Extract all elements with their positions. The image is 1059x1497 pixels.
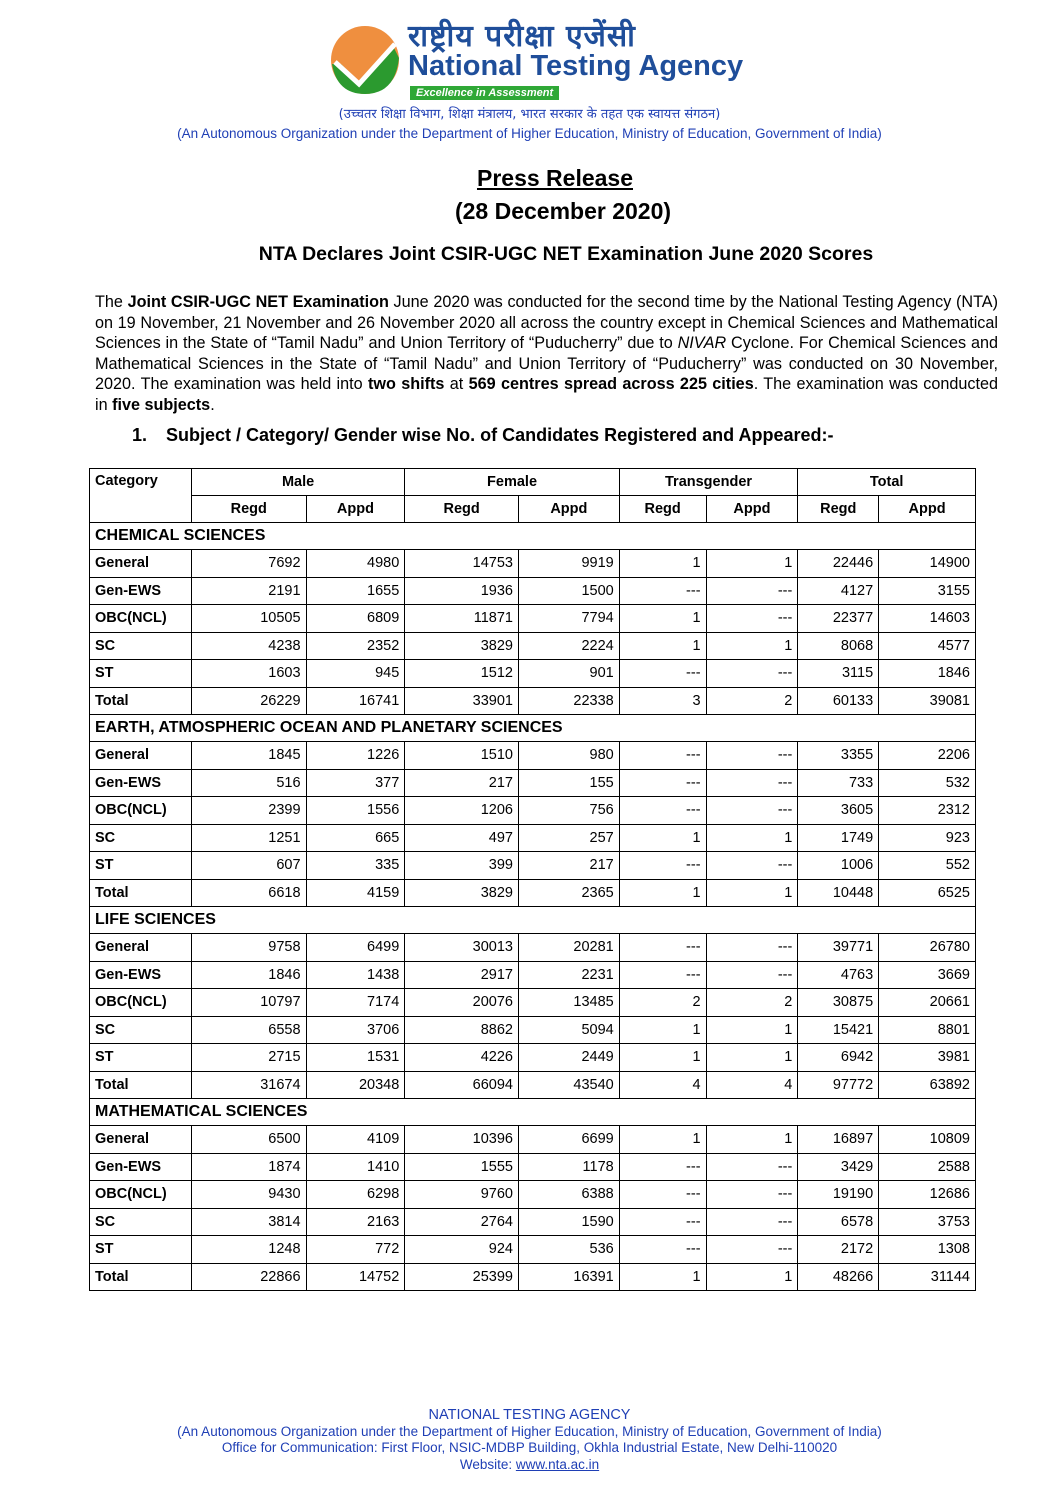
cell-value: 9919 <box>518 550 619 578</box>
cell-value: 1 <box>706 632 798 660</box>
cell-value: --- <box>619 660 706 688</box>
cell-value: 1 <box>706 1044 798 1072</box>
cell-value: 10809 <box>879 1126 976 1154</box>
cell-value: 257 <box>518 824 619 852</box>
cell-value: 217 <box>518 852 619 880</box>
cell-value: 1510 <box>405 742 519 770</box>
cell-value: 4763 <box>798 961 879 989</box>
cell-value: --- <box>706 577 798 605</box>
cell-value: --- <box>619 852 706 880</box>
cell-value: --- <box>706 1208 798 1236</box>
row-category: Total <box>90 1071 192 1099</box>
table-row <box>90 989 976 1017</box>
hindi-subtitle: (उच्चतर शिक्षा विभाग, शिक्षा मंत्रालय, भारत सरकार के तहत एक स्वायत्त संगठन) <box>338 107 721 122</box>
cell-value: 14603 <box>879 605 976 633</box>
cell-value: 1846 <box>879 660 976 688</box>
para-text: at <box>444 375 469 394</box>
cell-value: 1 <box>706 1263 798 1291</box>
cell-value: 20076 <box>405 989 519 1017</box>
cell-value: 923 <box>879 824 976 852</box>
table-subheader-row <box>90 496 976 523</box>
cell-value: 3981 <box>879 1044 976 1072</box>
table-header-row <box>90 469 976 496</box>
cell-value: 532 <box>879 769 976 797</box>
row-category: Gen-EWS <box>90 1153 192 1181</box>
cell-value: 399 <box>405 852 519 880</box>
cell-value: 1248 <box>191 1236 306 1264</box>
cell-value: 2 <box>706 687 798 715</box>
row-category: General <box>90 742 192 770</box>
cell-value: 497 <box>405 824 519 852</box>
cell-value: 4127 <box>798 577 879 605</box>
headline: NTA Declares Joint CSIR-UGC NET Examination June 2020 Scores <box>258 243 874 265</box>
table-row <box>90 852 976 880</box>
cell-value: 66094 <box>405 1071 519 1099</box>
cell-value: 10797 <box>191 989 306 1017</box>
cell-value: 3155 <box>879 577 976 605</box>
cell-value: 1512 <box>405 660 519 688</box>
cell-value: 756 <box>518 797 619 825</box>
cell-value: 31674 <box>191 1071 306 1099</box>
cell-value: 980 <box>518 742 619 770</box>
footer-website <box>0 1457 1059 1474</box>
cell-value: 2449 <box>518 1044 619 1072</box>
row-category: ST <box>90 1044 192 1072</box>
cell-value: 155 <box>518 769 619 797</box>
candidates-table <box>89 468 976 1291</box>
cell-value: 1655 <box>306 577 405 605</box>
subheader-regd: Regd <box>619 496 706 523</box>
cell-value: 19190 <box>798 1181 879 1209</box>
cell-value: 1 <box>619 632 706 660</box>
cell-value: 377 <box>306 769 405 797</box>
table-row <box>90 797 976 825</box>
cell-value: 3829 <box>405 879 519 907</box>
cell-value: 2163 <box>306 1208 405 1236</box>
cell-value: 2 <box>706 989 798 1017</box>
cell-value: 20281 <box>518 934 619 962</box>
cell-value: 22446 <box>798 550 879 578</box>
row-category: Total <box>90 879 192 907</box>
cell-value: 16391 <box>518 1263 619 1291</box>
cell-value: 97772 <box>798 1071 879 1099</box>
cell-value: 43540 <box>518 1071 619 1099</box>
english-subtitle: (An Autonomous Organization under the Department of Higher Education, Ministry of Education, Government of India) <box>177 126 882 141</box>
cell-value: --- <box>619 934 706 962</box>
cell-value: 3115 <box>798 660 879 688</box>
table-row <box>90 660 976 688</box>
cell-value: 1749 <box>798 824 879 852</box>
cell-value: --- <box>706 1181 798 1209</box>
cell-value: --- <box>619 1208 706 1236</box>
cell-value: 1845 <box>191 742 306 770</box>
row-category: Total <box>90 1263 192 1291</box>
para-text: . The examination was conducted in <box>95 375 998 414</box>
cell-value: 772 <box>306 1236 405 1264</box>
table-row <box>90 1044 976 1072</box>
cell-value: 9758 <box>191 934 306 962</box>
cell-value: 901 <box>518 660 619 688</box>
cell-value: 15421 <box>798 1016 879 1044</box>
nta-logo-icon <box>329 24 401 96</box>
cell-value: --- <box>706 1236 798 1264</box>
cell-value: 1603 <box>191 660 306 688</box>
cell-value: 14753 <box>405 550 519 578</box>
cell-value: --- <box>619 797 706 825</box>
row-category: OBC(NCL) <box>90 605 192 633</box>
cell-value: 3829 <box>405 632 519 660</box>
cell-value: --- <box>706 742 798 770</box>
row-category: Gen-EWS <box>90 961 192 989</box>
subheader-regd: Regd <box>798 496 879 523</box>
cell-value: --- <box>706 852 798 880</box>
cell-value: 1226 <box>306 742 405 770</box>
section-number: 1. <box>132 425 148 445</box>
table-row <box>90 550 976 578</box>
cell-value: 6618 <box>191 879 306 907</box>
subheader-appd: Appd <box>306 496 405 523</box>
subject-row <box>90 1099 976 1126</box>
cell-value: 1178 <box>518 1153 619 1181</box>
para-text: The <box>95 293 128 311</box>
para-text: June 2020 was conducted for the second time by the National Testing Agency (NTA) on 19 November, 21 November and 26 November 2020 all across the country except in Chemical Sciences and Mathematical Sciences in the State of “Tamil Nadu” and Union Territory of “Puducherry” due to <box>95 293 998 353</box>
cell-value: 10505 <box>191 605 306 633</box>
cell-value: 1531 <box>306 1044 405 1072</box>
section-title-text: Subject / Category/ Gender wise No. of Candidates Registered and Appeared:- <box>166 425 834 445</box>
cell-value: 552 <box>879 852 976 880</box>
cell-value: 1308 <box>879 1236 976 1264</box>
table-row <box>90 934 976 962</box>
cell-value: 1 <box>706 824 798 852</box>
group-header-total: Total <box>798 469 976 496</box>
cell-value: 2191 <box>191 577 306 605</box>
para-text: . <box>210 395 215 414</box>
subject-row <box>90 715 976 742</box>
cell-value: 4159 <box>306 879 405 907</box>
para-bold: 569 centres spread across 225 cities <box>468 375 754 394</box>
table-row <box>90 1208 976 1236</box>
cell-value: 1 <box>619 605 706 633</box>
cell-value: 22338 <box>518 687 619 715</box>
cell-value: 22866 <box>191 1263 306 1291</box>
row-category: General <box>90 1126 192 1154</box>
row-category: OBC(NCL) <box>90 1181 192 1209</box>
category-header: Category <box>90 469 192 523</box>
table-row <box>90 632 976 660</box>
cell-value: 1 <box>619 879 706 907</box>
cell-value: 6500 <box>191 1126 306 1154</box>
section-heading <box>132 425 833 446</box>
table-total-row <box>90 1263 976 1291</box>
table-row <box>90 1016 976 1044</box>
cell-value: 1555 <box>405 1153 519 1181</box>
cell-value: 5094 <box>518 1016 619 1044</box>
cell-value: 1 <box>619 550 706 578</box>
cell-value: --- <box>706 769 798 797</box>
cell-value: 30875 <box>798 989 879 1017</box>
footer-address: Office for Communication: First Floor, NSIC-MDBP Building, Okhla Industrial Estate, New Delhi-110020 <box>221 1440 838 1455</box>
cell-value: 10448 <box>798 879 879 907</box>
cell-value: 4980 <box>306 550 405 578</box>
cell-value: 26229 <box>191 687 306 715</box>
row-category: ST <box>90 852 192 880</box>
cell-value: --- <box>619 577 706 605</box>
cell-value: 3 <box>619 687 706 715</box>
cell-value: 1 <box>706 1016 798 1044</box>
row-category: OBC(NCL) <box>90 989 192 1017</box>
cell-value: 665 <box>306 824 405 852</box>
cell-value: 2352 <box>306 632 405 660</box>
footer-org-desc: (An Autonomous Organization under the Department of Higher Education, Ministry of Education, Government of India) <box>177 1423 882 1439</box>
cell-value: 217 <box>405 769 519 797</box>
cell-value: 16897 <box>798 1126 879 1154</box>
cell-value: 1936 <box>405 577 519 605</box>
cell-value: 33901 <box>405 687 519 715</box>
table-row <box>90 1153 976 1181</box>
cell-value: 63892 <box>879 1071 976 1099</box>
cell-value: 31144 <box>879 1263 976 1291</box>
cell-value: 25399 <box>405 1263 519 1291</box>
para-text: Cyclone. For Chemical Sciences and Mathematical Sciences in the State of “Tamil Nadu” and Union Territory of “Puducherry” was conducted on 30 November, 2020. The examination was held into <box>95 334 998 394</box>
cell-value: --- <box>706 1153 798 1181</box>
cell-value: 4238 <box>191 632 306 660</box>
cell-value: 6298 <box>306 1181 405 1209</box>
cell-value: 6578 <box>798 1208 879 1236</box>
website-label: Website: <box>459 1456 516 1472</box>
subject-name: LIFE SCIENCES <box>90 907 976 934</box>
subheader-regd: Regd <box>191 496 306 523</box>
row-category: SC <box>90 824 192 852</box>
cell-value: 30013 <box>405 934 519 962</box>
cell-value: --- <box>706 797 798 825</box>
cell-value: 536 <box>518 1236 619 1264</box>
cell-value: 2917 <box>405 961 519 989</box>
cell-value: 8801 <box>879 1016 976 1044</box>
group-header-female: Female <box>405 469 619 496</box>
cell-value: 14752 <box>306 1263 405 1291</box>
table-total-row <box>90 879 976 907</box>
cell-value: 2206 <box>879 742 976 770</box>
cell-value: 6942 <box>798 1044 879 1072</box>
cell-value: 22377 <box>798 605 879 633</box>
cell-value: 335 <box>306 852 405 880</box>
subject-name: EARTH, ATMOSPHERIC OCEAN AND PLANETARY SCIENCES <box>90 715 976 742</box>
para-bold: five subjects <box>112 395 211 414</box>
table-row <box>90 1236 976 1264</box>
cell-value: 3706 <box>306 1016 405 1044</box>
table-row <box>90 1126 976 1154</box>
cell-value: 6699 <box>518 1126 619 1154</box>
cell-value: 1251 <box>191 824 306 852</box>
cell-value: 60133 <box>798 687 879 715</box>
cell-value: --- <box>619 1236 706 1264</box>
cell-value: 2399 <box>191 797 306 825</box>
subject-row <box>90 523 976 550</box>
row-category: SC <box>90 1016 192 1044</box>
subject-name: CHEMICAL SCIENCES <box>90 523 976 550</box>
row-category: ST <box>90 660 192 688</box>
cell-value: 14900 <box>879 550 976 578</box>
cell-value: 2764 <box>405 1208 519 1236</box>
cell-value: 1 <box>706 1126 798 1154</box>
cell-value: --- <box>619 961 706 989</box>
cell-value: 12686 <box>879 1181 976 1209</box>
cell-value: 6525 <box>879 879 976 907</box>
row-category: ST <box>90 1236 192 1264</box>
cell-value: 39081 <box>879 687 976 715</box>
cell-value: 6388 <box>518 1181 619 1209</box>
table-row <box>90 769 976 797</box>
website-link[interactable]: www.nta.ac.in <box>515 1456 600 1472</box>
cell-value: 6558 <box>191 1016 306 1044</box>
row-category: General <box>90 934 192 962</box>
table-row <box>90 577 976 605</box>
para-bold: Joint CSIR-UGC NET Examination <box>127 293 389 311</box>
cell-value: 2312 <box>879 797 976 825</box>
cell-value: --- <box>706 660 798 688</box>
cell-value: 3669 <box>879 961 976 989</box>
cell-value: 1 <box>619 1044 706 1072</box>
cell-value: 20661 <box>879 989 976 1017</box>
table-total-row <box>90 1071 976 1099</box>
cell-value: 2172 <box>798 1236 879 1264</box>
cell-value: --- <box>619 742 706 770</box>
cell-value: 2588 <box>879 1153 976 1181</box>
cell-value: 3355 <box>798 742 879 770</box>
cell-value: 1 <box>706 550 798 578</box>
cell-value: 16741 <box>306 687 405 715</box>
cell-value: --- <box>619 1181 706 1209</box>
cell-value: 2715 <box>191 1044 306 1072</box>
cell-value: 7692 <box>191 550 306 578</box>
subheader-appd: Appd <box>879 496 976 523</box>
document-title: Press Release <box>476 165 633 191</box>
table-row <box>90 605 976 633</box>
cell-value: 39771 <box>798 934 879 962</box>
para-italic: NIVAR <box>677 334 727 353</box>
cell-value: 26780 <box>879 934 976 962</box>
cell-value: 4 <box>619 1071 706 1099</box>
cell-value: 1590 <box>518 1208 619 1236</box>
row-category: Total <box>90 687 192 715</box>
para-bold: two shifts <box>368 375 445 394</box>
cell-value: 607 <box>191 852 306 880</box>
cell-value: 6499 <box>306 934 405 962</box>
cell-value: 3814 <box>191 1208 306 1236</box>
intro-paragraph <box>95 292 998 416</box>
cell-value: 3429 <box>798 1153 879 1181</box>
cell-value: 20348 <box>306 1071 405 1099</box>
row-category: Gen-EWS <box>90 577 192 605</box>
cell-value: 1 <box>619 1126 706 1154</box>
cell-value: 516 <box>191 769 306 797</box>
cell-value: 733 <box>798 769 879 797</box>
subheader-appd: Appd <box>706 496 798 523</box>
document-date: (28 December 2020) <box>454 198 672 224</box>
cell-value: 1438 <box>306 961 405 989</box>
cell-value: 1 <box>619 1263 706 1291</box>
group-header-male: Male <box>191 469 404 496</box>
cell-value: 6809 <box>306 605 405 633</box>
cell-value: 1 <box>619 824 706 852</box>
cell-value: 7794 <box>518 605 619 633</box>
cell-value: 1 <box>706 879 798 907</box>
group-header-transgender: Transgender <box>619 469 798 496</box>
tagline-badge: Excellence in Assessment <box>410 86 559 100</box>
footer <box>0 1407 1059 1473</box>
table-total-row <box>90 687 976 715</box>
table-row <box>90 961 976 989</box>
cell-value: 924 <box>405 1236 519 1264</box>
cell-value: 2365 <box>518 879 619 907</box>
cell-value: --- <box>706 961 798 989</box>
subheader-appd: Appd <box>518 496 619 523</box>
cell-value: 1556 <box>306 797 405 825</box>
cell-value: 2224 <box>518 632 619 660</box>
subject-row <box>90 907 976 934</box>
row-category: SC <box>90 632 192 660</box>
cell-value: 1500 <box>518 577 619 605</box>
row-category: Gen-EWS <box>90 769 192 797</box>
cell-value: 10396 <box>405 1126 519 1154</box>
cell-value: 48266 <box>798 1263 879 1291</box>
cell-value: 1 <box>619 1016 706 1044</box>
table-row <box>90 824 976 852</box>
cell-value: 13485 <box>518 989 619 1017</box>
cell-value: 3605 <box>798 797 879 825</box>
row-category: SC <box>90 1208 192 1236</box>
cell-value: 1874 <box>191 1153 306 1181</box>
subheader-regd: Regd <box>405 496 519 523</box>
cell-value: 8068 <box>798 632 879 660</box>
cell-value: 9760 <box>405 1181 519 1209</box>
cell-value: 4109 <box>306 1126 405 1154</box>
english-org-title: National Testing Agency <box>408 50 744 82</box>
cell-value: 1846 <box>191 961 306 989</box>
cell-value: --- <box>619 769 706 797</box>
letterhead <box>0 0 1059 150</box>
subject-name: MATHEMATICAL SCIENCES <box>90 1099 976 1126</box>
cell-value: 9430 <box>191 1181 306 1209</box>
cell-value: 1410 <box>306 1153 405 1181</box>
table-row <box>90 1181 976 1209</box>
cell-value: 3753 <box>879 1208 976 1236</box>
cell-value: 2231 <box>518 961 619 989</box>
row-category: General <box>90 550 192 578</box>
cell-value: 1006 <box>798 852 879 880</box>
cell-value: 1206 <box>405 797 519 825</box>
cell-value: --- <box>706 934 798 962</box>
hindi-org-title: राष्ट्रीय परीक्षा एजेंसी <box>408 19 636 54</box>
cell-value: 4 <box>706 1071 798 1099</box>
table-row <box>90 742 976 770</box>
cell-value: 11871 <box>405 605 519 633</box>
cell-value: 4577 <box>879 632 976 660</box>
cell-value: 4226 <box>405 1044 519 1072</box>
cell-value: 7174 <box>306 989 405 1017</box>
cell-value: 2 <box>619 989 706 1017</box>
cell-value: --- <box>619 1153 706 1181</box>
cell-value: 8862 <box>405 1016 519 1044</box>
row-category: OBC(NCL) <box>90 797 192 825</box>
cell-value: --- <box>706 605 798 633</box>
cell-value: 945 <box>306 660 405 688</box>
footer-org-name: NATIONAL TESTING AGENCY <box>428 1407 631 1423</box>
